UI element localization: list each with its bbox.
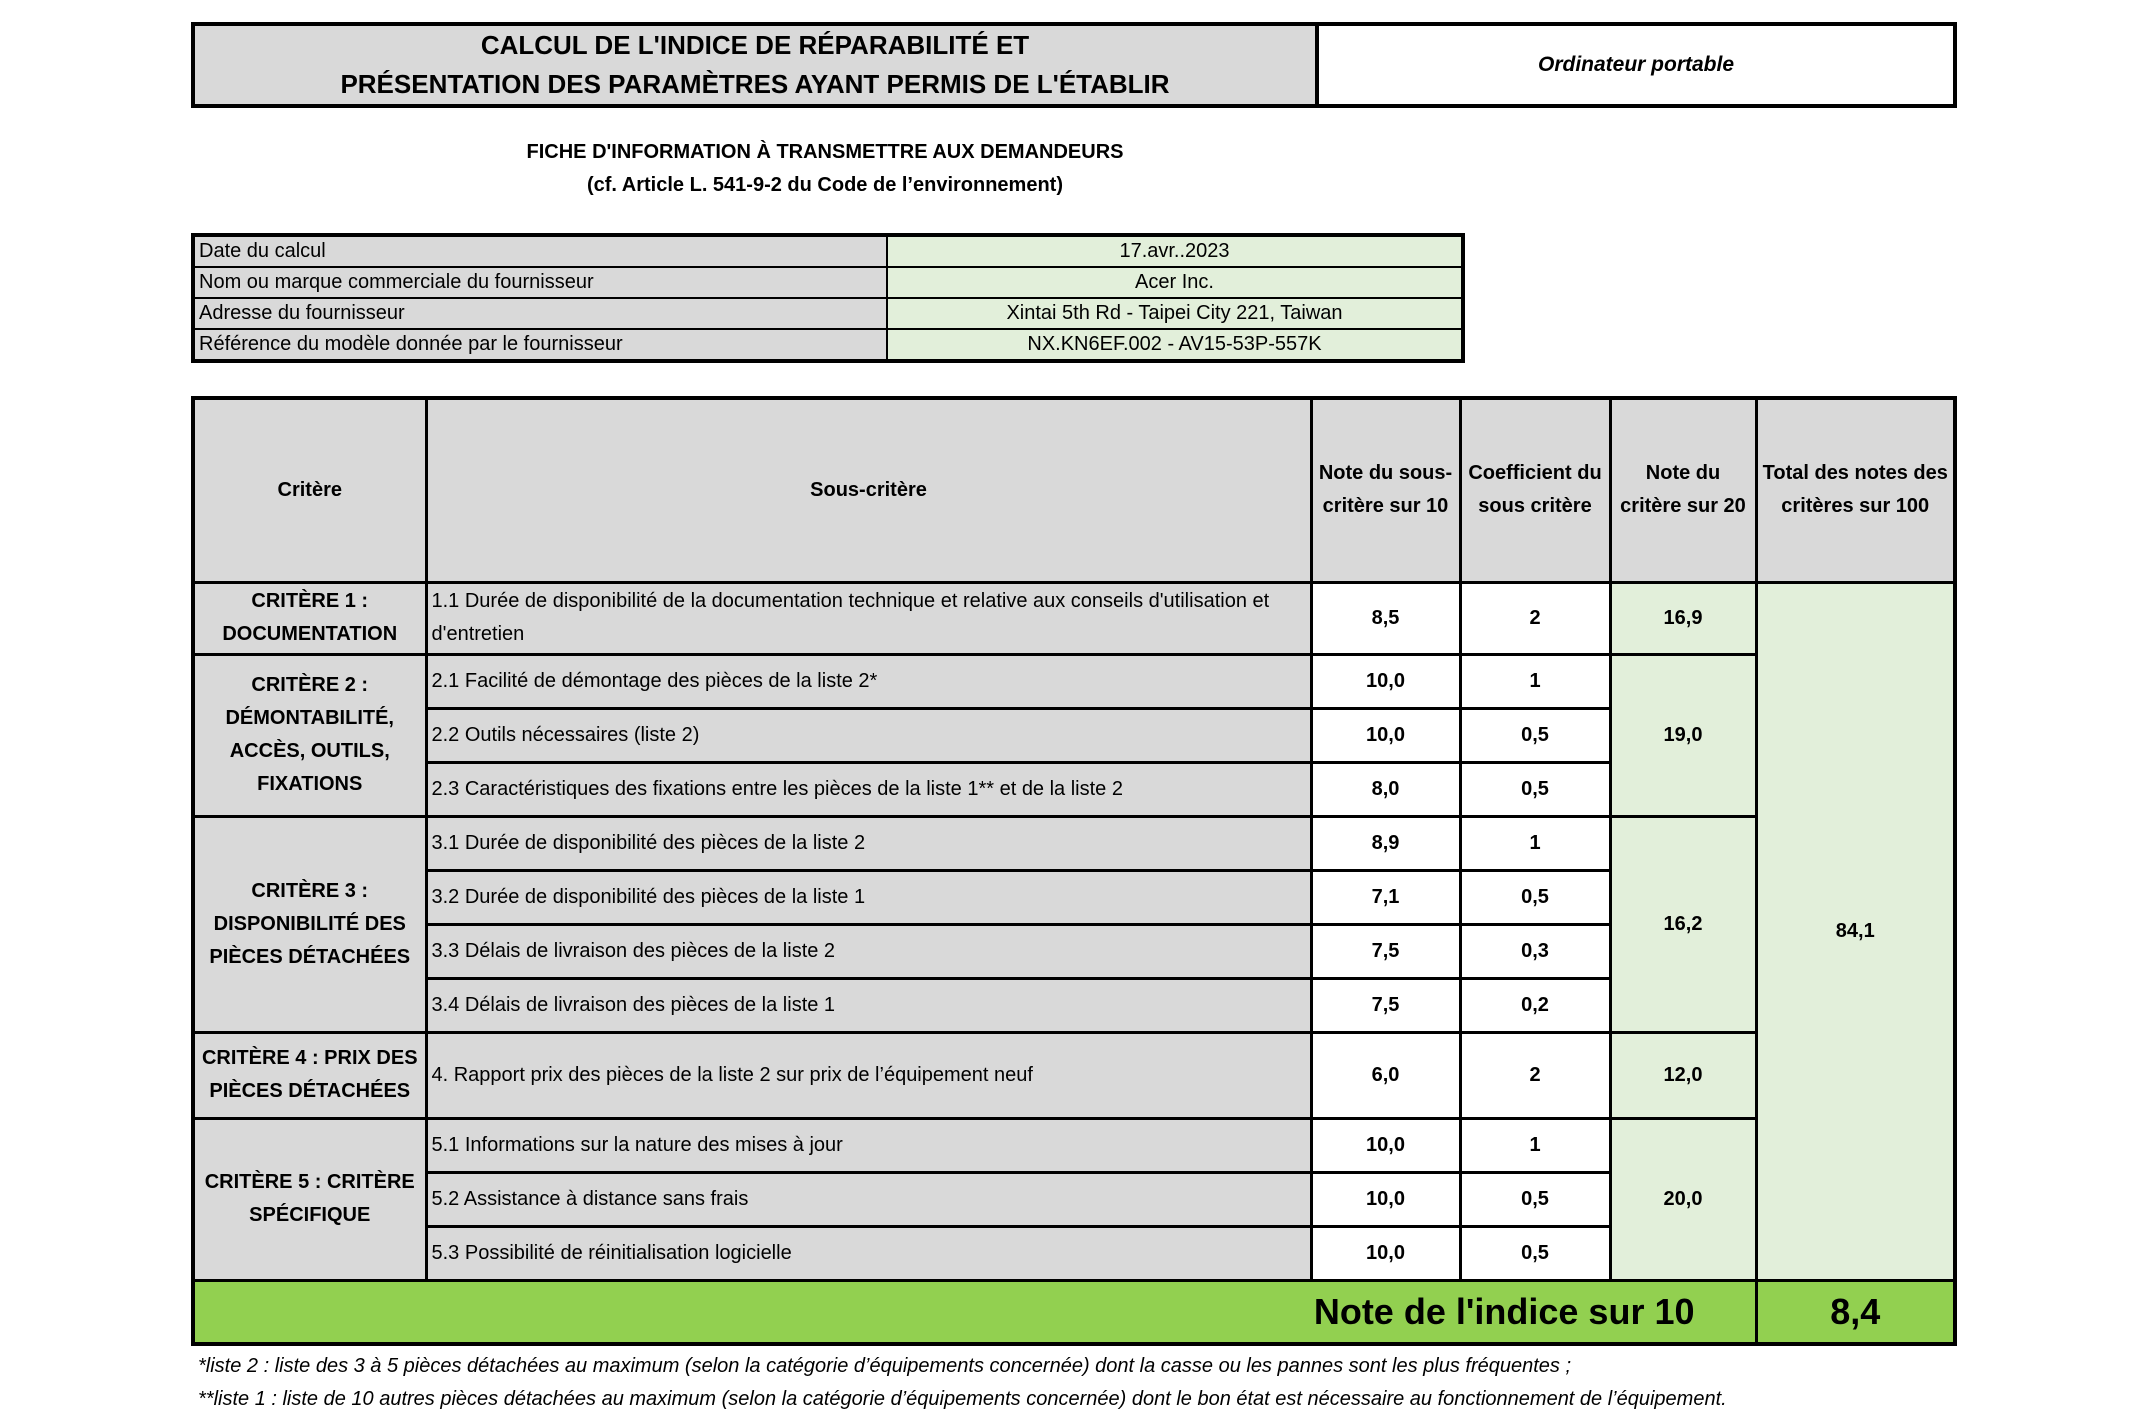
subcriterion-note: 10,0 [1311,708,1460,762]
criterion-name: CRITÈRE 2 : DÉMONTABILITÉ, ACCÈS, OUTILS, FIXATIONS [193,654,426,816]
title-line-2: PRÉSENTATION DES PARAMÈTRES AYANT PERMIS DE L'ÉTABLIR [340,69,1170,99]
subcriterion-label: 5.1 Informations sur la nature des mises à jour [426,1118,1311,1172]
subcriterion-note: 8,9 [1311,816,1460,870]
subcriterion-coef: 2 [1460,1032,1610,1118]
document-title [195,26,1319,104]
info-value: Xintai 5th Rd - Taipei City 221, Taiwan [887,298,1463,329]
info-label: Date du calcul [193,235,887,267]
criterion-name: CRITÈRE 4 : PRIX DES PIÈCES DÉTACHÉES [193,1032,426,1118]
subcriterion-label: 2.2 Outils nécessaires (liste 2) [426,708,1311,762]
subcriterion-coef: 0,5 [1460,1172,1610,1226]
criterion-name: CRITÈRE 3 : DISPONIBILITÉ DES PIÈCES DÉTACHÉES [193,816,426,1032]
subcriterion-label: 5.3 Possibilité de réinitialisation logicielle [426,1226,1311,1280]
final-score-label: Note de l'indice sur 10 [193,1280,1756,1344]
subcriterion-coef: 1 [1460,654,1610,708]
col-header-coef: Coefficient du sous critère [1460,398,1610,582]
subcriterion-coef: 1 [1460,816,1610,870]
subcriterion-coef: 0,5 [1460,870,1610,924]
subcriterion-label: 3.1 Durée de disponibilité des pièces de la liste 2 [426,816,1311,870]
info-row [193,298,1463,329]
col-header-note-critere: Note du critère sur 20 [1610,398,1756,582]
table-row [193,582,1955,654]
title-line-1: CALCUL DE L'INDICE DE RÉPARABILITÉ ET [480,30,1030,60]
table-row [193,816,1955,870]
subheading-line-2: (cf. Article L. 541-9-2 du Code de l’environnement) [586,174,1063,196]
col-header-total: Total des notes des critères sur 100 [1756,398,1955,582]
subcriterion-label: 3.3 Délais de livraison des pièces de la liste 2 [426,924,1311,978]
subcriterion-note: 6,0 [1311,1032,1460,1118]
subcriterion-coef: 0,3 [1460,924,1610,978]
criterion-name: CRITÈRE 1 : DOCUMENTATION [193,582,426,654]
info-label: Nom ou marque commerciale du fournisseur [193,267,887,298]
product-category: Ordinateur portable [1537,53,1735,76]
subcriterion-note: 7,5 [1311,924,1460,978]
info-value: Acer Inc. [887,267,1463,298]
info-label: Référence du modèle donnée par le fournisseur [193,329,887,361]
info-value: NX.KN6EF.002 - AV15-53P-557K [887,329,1463,361]
table-row [193,654,1955,708]
subcriterion-note: 8,0 [1311,762,1460,816]
subcriterion-label: 3.2 Durée de disponibilité des pièces de la liste 1 [426,870,1311,924]
subcriterion-coef: 0,2 [1460,978,1610,1032]
table-row [193,1032,1955,1118]
subcriterion-note: 8,5 [1311,582,1460,654]
subcriterion-note: 7,1 [1311,870,1460,924]
footnote-liste-2: *liste 2 : liste des 3 à 5 pièces détachées au maximum (selon la catégorie d’équipements concernée) dont la casse ou les pannes sont les plus fréquentes ; [198,1355,1572,1377]
subheading-line-1: FICHE D'INFORMATION À TRANSMETTRE AUX DEMANDEURS [526,141,1124,163]
subcriterion-label: 2.1 Facilité de démontage des pièces de la liste 2* [426,654,1311,708]
col-header-note-sous: Note du sous-critère sur 10 [1311,398,1460,582]
final-score-value: 8,4 [1756,1280,1955,1344]
criterion-name: CRITÈRE 5 : CRITÈRE SPÉCIFIQUE [193,1118,426,1280]
info-row [193,329,1463,361]
total-score: 84,1 [1756,582,1955,1280]
final-score-row [193,1280,1955,1344]
subcriterion-coef: 0,5 [1460,762,1610,816]
subcriterion-note: 10,0 [1311,654,1460,708]
subcriterion-label: 3.4 Délais de livraison des pièces de la liste 1 [426,978,1311,1032]
header-row [193,398,1955,582]
header-banner [191,22,1957,108]
info-row [193,267,1463,298]
criterion-score: 12,0 [1610,1032,1756,1118]
subcriterion-coef: 0,5 [1460,708,1610,762]
subcriterion-label: 4. Rapport prix des pièces de la liste 2 sur prix de l’équipement neuf [426,1032,1311,1118]
criterion-score: 16,2 [1610,816,1756,1032]
criterion-score: 19,0 [1610,654,1756,816]
subcriterion-coef: 2 [1460,582,1610,654]
footnotes [198,1350,1727,1416]
subcriterion-label: 1.1 Durée de disponibilité de la documentation technique et relative aux conseils d'utilisation et d'entretien [426,582,1311,654]
criterion-score: 20,0 [1610,1118,1756,1280]
subcriterion-note: 10,0 [1311,1226,1460,1280]
table-row [193,1118,1955,1172]
col-header-sous-critere: Sous-critère [426,398,1311,582]
subcriterion-coef: 1 [1460,1118,1610,1172]
subcriterion-note: 10,0 [1311,1172,1460,1226]
subcriterion-note: 10,0 [1311,1118,1460,1172]
col-header-critere: Critère [193,398,426,582]
subcriterion-label: 5.2 Assistance à distance sans frais [426,1172,1311,1226]
subcriterion-label: 2.3 Caractéristiques des fixations entre les pièces de la liste 1** et de la liste 2 [426,762,1311,816]
footnote-liste-1: **liste 1 : liste de 10 autres pièces détachées au maximum (selon la catégorie d’équipements concernée) dont le bon état est nécessaire au fonctionnement de l’équipement. [198,1388,1727,1410]
subcriterion-note: 7,5 [1311,978,1460,1032]
subcriterion-coef: 0,5 [1460,1226,1610,1280]
subheading [495,136,1155,202]
scoring-table [191,396,1957,1346]
info-row [193,235,1463,267]
info-value: 17.avr..2023 [887,235,1463,267]
info-label: Adresse du fournisseur [193,298,887,329]
supplier-info-table [191,233,1465,363]
criterion-score: 16,9 [1610,582,1756,654]
